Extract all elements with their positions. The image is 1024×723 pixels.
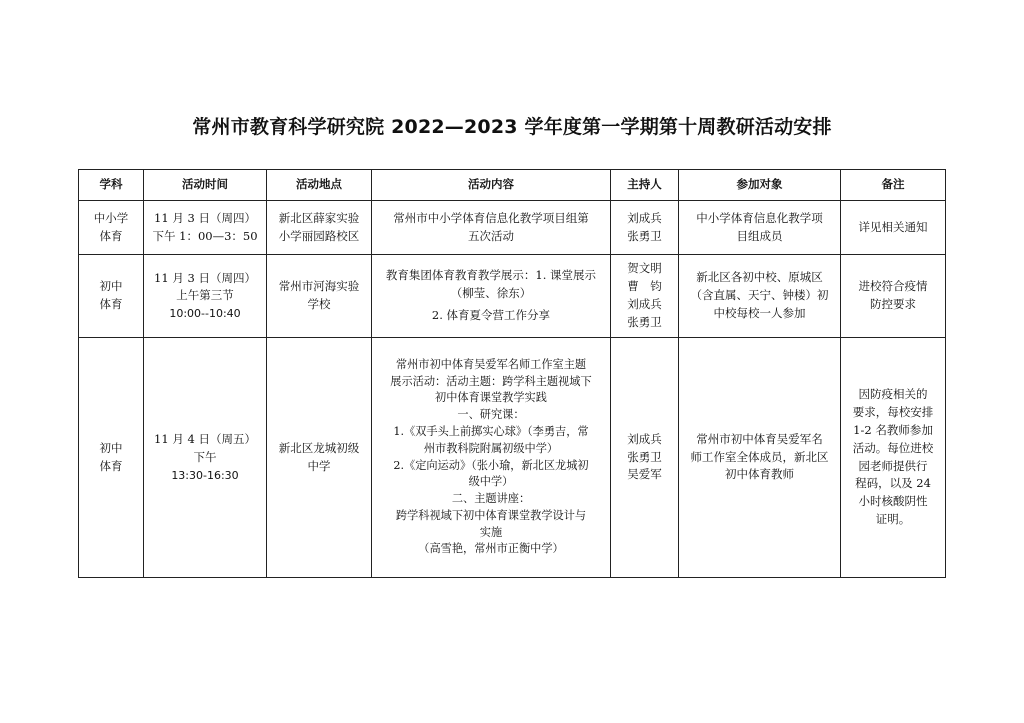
cell-line: 刘成兵 [627,297,662,311]
cell-line: 体育 [99,297,123,311]
cell-line: 2. 体育夏令营工作分享 [431,307,551,322]
cell-location [267,338,372,578]
header-content: 活动内容 [372,170,611,201]
cell-line: 中小学体育信息化教学项 [696,210,823,225]
cell-location [267,255,372,338]
cell-line: 张勇卫 [627,228,662,243]
cell-line: 五次活动 [468,228,514,243]
cell-line: 吴爱军 [627,467,662,482]
cell-line: 小时核酸阴性 [858,494,928,509]
cell-host [611,338,679,578]
cell-line: 1.《双手头上前掷实心球》（李勇吉，常 [393,424,589,438]
cell-line: 11 月 4 日（周五） [154,432,256,447]
header-time: 活动时间 [144,170,267,201]
cell-notes [841,338,946,578]
cell-line: 体育 [99,228,123,243]
cell-time [144,255,267,338]
cell-participants [679,338,841,578]
cell-line: 贺文明 [627,261,662,276]
cell-time [144,201,267,255]
cell-line: 2.《定向运动》（张小瑜，新北区龙城初 [393,458,589,472]
cell-line: 1-2 名教师参加 [853,422,933,437]
cell-line: 中校每校一人参加 [713,305,806,320]
header-notes: 备注 [841,170,946,201]
cell-line: 展示活动：活动主题：跨学科主题视域下 [390,374,592,388]
cell-line: （柳莹、徐东） [450,286,532,301]
cell-content [372,338,611,578]
cell-line: 13:30-16:30 [171,468,239,482]
cell-line: 新北区各初中校、原城区 [696,270,823,285]
cell-line: 常州市中小学体育信息化教学项目组第 [393,210,589,225]
cell-participants [679,201,841,255]
cell-line: 11 月 3 日（周四） [154,270,256,285]
cell-line: 中学 [307,458,331,473]
header-location: 活动地点 [267,170,372,201]
cell-line: 实施 [479,525,503,539]
cell-participants [679,255,841,338]
cell-line: 活动。每位进校 [852,440,934,455]
cell-line: 级中学） [468,475,514,489]
cell-line: 初中 [99,279,123,294]
cell-host [611,255,679,338]
cell-line: 防控要求 [870,297,916,311]
cell-line: 新北区薛家实验 [278,210,360,225]
table-row [79,338,946,578]
cell-line: 初中体育课堂教学实践 [435,391,547,405]
cell-line: 师工作室全体成员，新北区 [690,449,829,464]
cell-line: 小学丽园路校区 [278,228,360,243]
cell-line: 新北区龙城初级 [278,440,360,455]
cell-line: （高雪艳，常州市正衡中学） [418,542,564,556]
header-subject: 学科 [79,170,144,201]
cell-line: （含直属、天宁、钟楼）初 [690,288,829,303]
cell-location [267,201,372,255]
cell-line: 张勇卫 [627,314,662,329]
cell-line: 常州市初中体育吴爱军名 [696,431,823,446]
cell-content [372,255,611,338]
table-row [79,201,946,255]
cell-content [372,201,611,255]
cell-line: 体育 [99,458,123,473]
cell-line: 证明。 [875,511,911,526]
cell-line: 曹 钧 [627,279,662,294]
cell-line: 目组成员 [736,228,783,243]
cell-line: 教育集团体育教育教学展示：1. 课堂展示 [385,268,597,283]
cell-line: 10:00--10:40 [169,307,241,321]
cell-line: 程码，以及 24 [855,476,931,491]
cell-line: 下午 [193,449,217,464]
cell-line: 刘成兵 [627,210,662,225]
cell-line: 初中体育教师 [725,467,794,482]
header-participants: 参加对象 [679,170,841,201]
cell-line: 学校 [307,297,331,311]
cell-line: 初中 [99,440,123,455]
header-host: 主持人 [611,170,679,201]
cell-notes [841,255,946,338]
cell-line: 要求，每校安排 [852,405,934,420]
cell-subject [79,255,144,338]
schedule-table [78,169,946,578]
cell-line: 详见相关通知 [858,219,928,234]
cell-subject [79,338,144,578]
page-title: 常州市教育科学研究院 2022—2023 学年度第一学期第十周教研活动安排 [192,116,832,138]
cell-line: 11 月 3 日（周四） [154,210,256,225]
cell-line: 中小学 [93,210,129,225]
table-row [79,255,946,338]
cell-line: 一、研究课： [457,408,525,422]
cell-host [611,201,679,255]
cell-line: 常州市河海实验 [278,279,360,294]
cell-line: 二、主题讲座： [451,492,531,506]
cell-line: 张勇卫 [627,449,662,464]
cell-line: 园老师提供行 [858,458,928,473]
cell-line: 常州市初中体育吴爱军名师工作室主题 [395,357,587,371]
cell-line: 上午第三节 [176,288,234,303]
cell-time [144,338,267,578]
cell-line: 跨学科视域下初中体育课堂教学设计与 [395,508,587,522]
cell-line: 下午 1：00—3：50 [152,228,258,243]
cell-notes [841,201,946,255]
cell-line: 刘成兵 [627,431,662,446]
cell-line: 进校符合疫情 [858,279,928,294]
cell-subject [79,201,144,255]
cell-line: 因防疫相关的 [858,387,928,402]
table-header-row [79,170,946,201]
cell-line: 州市教科院附属初级中学） [423,441,559,455]
